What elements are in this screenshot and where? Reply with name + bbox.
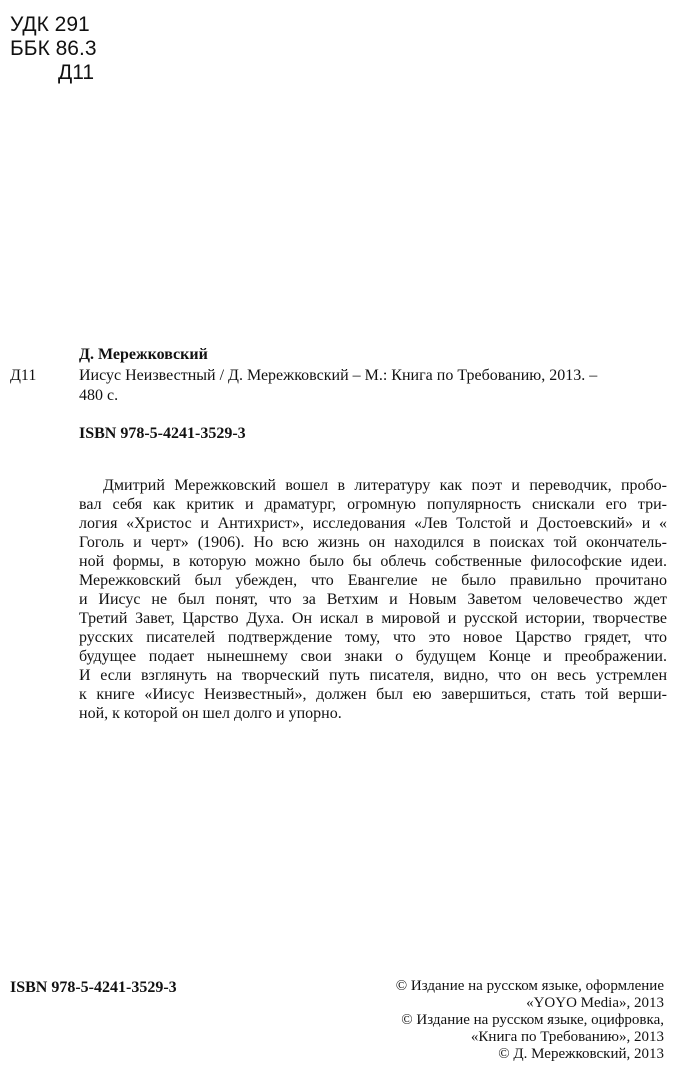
- annotation-line: ной, к которой он шел долго и упорно.: [79, 705, 342, 722]
- annotation-line: русских писателей подтверждение тому, что это новое Царство грядет, что: [79, 629, 667, 646]
- udk-code: УДК 291: [10, 13, 90, 36]
- bibliographic-description-line2: 480 с.: [79, 387, 119, 404]
- copyright-line: © Издание на русском языке, оцифровка,: [401, 1012, 664, 1028]
- author-heading: Д. Мережковский: [79, 346, 208, 363]
- annotation-line: И если взглянуть на творческий путь писателя, видно, что он весь устремлен: [79, 667, 667, 684]
- bibliographic-description-line1: Иисус Неизвестный / Д. Мережковский – М.: Книга по Требованию, 2013. –: [79, 367, 598, 384]
- annotation-line: и Иисус не был понят, что за Ветхим и Новым Заветом человечество ждет: [79, 591, 667, 608]
- annotation-line: Дмитрий Мережковский вошел в литературу как поэт и переводчик, пробо-: [103, 477, 667, 494]
- author-mark-top: Д11: [58, 61, 95, 84]
- annotation-line: вал себя как критик и драматург, огромную популярность снискали его три-: [79, 496, 667, 513]
- annotation: [79, 476, 667, 723]
- copyright-line: «YOYO Media», 2013: [526, 995, 664, 1011]
- annotation-line: ной формы, в которую можно было бы облечь собственные философские идеи.: [79, 553, 667, 570]
- copyright-line: «Книга по Требованию», 2013: [470, 1029, 664, 1045]
- annotation-line: Мережковский был убежден, что Евангелие не было правильно прочитано: [79, 572, 667, 589]
- isbn-main: ISBN 978-5-4241-3529-3: [79, 425, 246, 442]
- copyright-block: [396, 978, 664, 1063]
- author-mark-side: Д11: [10, 367, 37, 384]
- annotation-line: Третий Завет, Царство Духа. Он искал в мировой и русской истории, творчестве: [79, 610, 667, 627]
- annotation-line: логия «Христос и Антихрист», исследования «Лев Толстой и Достоевский» и «: [79, 515, 667, 532]
- annotation-line: к книге «Иисус Неизвестный», должен был ею завершиться, стать той верши-: [79, 686, 667, 703]
- annotation-line: Гоголь и черт» (1906). Но всю жизнь он находился в поисках той окончатель-: [79, 534, 667, 551]
- bbk-code: ББК 86.3: [10, 37, 97, 60]
- copyright-line: © Д. Мережковский, 2013: [498, 1046, 664, 1062]
- annotation-line: будущее подает нынешнему свои знаки о будущем Конце и преображении.: [79, 648, 667, 665]
- isbn-footer: ISBN 978-5-4241-3529-3: [10, 979, 177, 996]
- copyright-line: © Издание на русском языке, оформление: [395, 978, 664, 994]
